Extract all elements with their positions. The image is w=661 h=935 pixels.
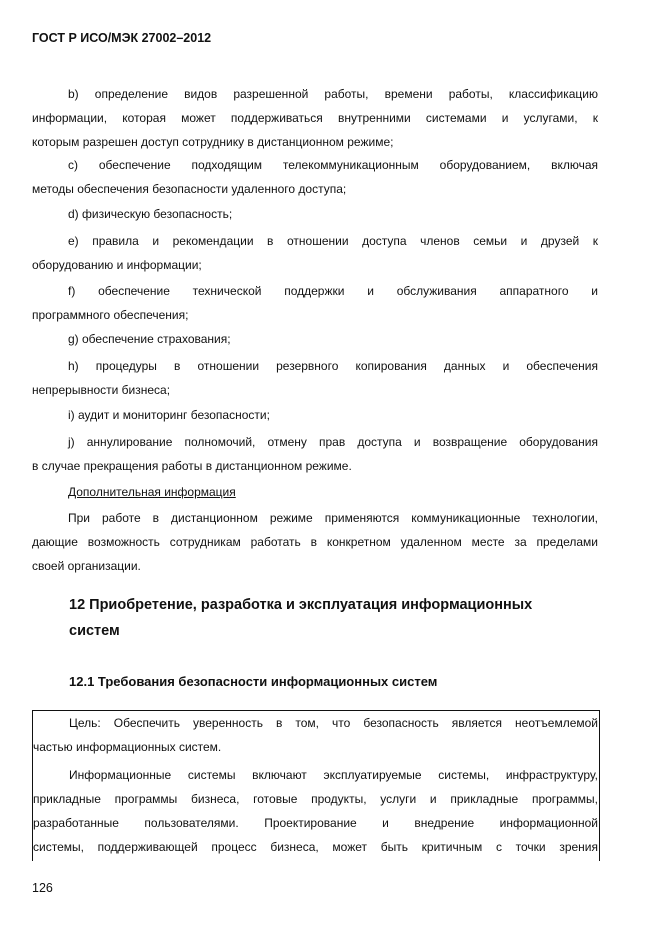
text-line: в случае прекращения работы в дистанционном режиме. bbox=[32, 459, 352, 473]
section-heading-line: систем bbox=[69, 623, 120, 639]
item-f bbox=[32, 279, 598, 327]
text-line: методы обеспечения безопасности удаленного доступа; bbox=[32, 182, 347, 196]
item-j bbox=[32, 430, 598, 478]
text-line: b) определение видов разрешенной работы, времени работы, классификацию bbox=[68, 87, 598, 101]
subsection-heading: 12.1 Требования безопасности информационных систем bbox=[69, 674, 438, 689]
text-line: f) обеспечение технической поддержки и обслуживания аппаратного и bbox=[68, 284, 598, 298]
page-number: 126 bbox=[32, 881, 53, 895]
text-line: h) процедуры в отношении резервного копирования данных и обеспечения bbox=[68, 359, 598, 373]
text-line: d) физическую безопасность; bbox=[68, 207, 233, 221]
text-line: Цель: Обеспечить уверенность в том, что безопасность является неотъемлемой bbox=[69, 716, 598, 730]
section-heading-line: 12 Приобретение, разработка и эксплуатация информационных bbox=[69, 597, 533, 613]
text-line: программного обеспечения; bbox=[32, 308, 189, 322]
text-line: дающие возможность сотрудникам работать в конкретном удаленном месте за пределами bbox=[32, 535, 598, 549]
text-line: своей организации. bbox=[32, 559, 141, 573]
text-line: При работе в дистанционном режиме применяются коммуникационные технологии, bbox=[68, 511, 598, 525]
objective-box-text bbox=[33, 711, 598, 859]
item-c bbox=[32, 153, 598, 201]
item-e bbox=[32, 229, 598, 277]
text-line: которым разрешен доступ сотруднику в дистанционном режиме; bbox=[32, 135, 394, 149]
text-line: разработанные пользователями. Проектирование и внедрение информационной bbox=[33, 816, 598, 830]
text-line: Информационные системы включают эксплуатируемые системы, инфраструктуру, bbox=[69, 768, 598, 782]
text-line: непрерывности бизнеса; bbox=[32, 383, 171, 397]
item-b bbox=[32, 82, 598, 154]
item-i bbox=[32, 403, 598, 427]
text-line: оборудованию и информации; bbox=[32, 258, 202, 272]
document-header: ГОСТ Р ИСО/МЭК 27002–2012 bbox=[32, 31, 212, 45]
item-g bbox=[32, 327, 598, 351]
text-line: j) аннулирование полномочий, отмену прав доступа и возвращение оборудования bbox=[68, 435, 598, 449]
text-line: прикладные программы бизнеса, готовые продукты, услуги и прикладные программы, bbox=[33, 792, 598, 806]
text-line: частью информационных систем. bbox=[33, 740, 222, 754]
text-line: системы, поддерживающей процесс бизнеса, может быть критичным с точки зрения bbox=[33, 840, 598, 854]
text-line: g) обеспечение страхования; bbox=[68, 332, 231, 346]
text-line: e) правила и рекомендации в отношении доступа членов семьи и друзей к bbox=[68, 234, 598, 248]
text-line: i) аудит и мониторинг безопасности; bbox=[68, 408, 270, 422]
additional-info-title bbox=[32, 480, 598, 504]
text-line: информации, которая может поддерживаться внутренними системами и услугами, к bbox=[32, 111, 598, 125]
item-d bbox=[32, 202, 598, 226]
item-h bbox=[32, 354, 598, 402]
text-line: Дополнительная информация bbox=[68, 485, 236, 499]
section-heading bbox=[69, 592, 532, 644]
text-line: c) обеспечение подходящим телекоммуникационным оборудованием, включая bbox=[68, 158, 598, 172]
additional-info-paragraph bbox=[32, 506, 598, 578]
